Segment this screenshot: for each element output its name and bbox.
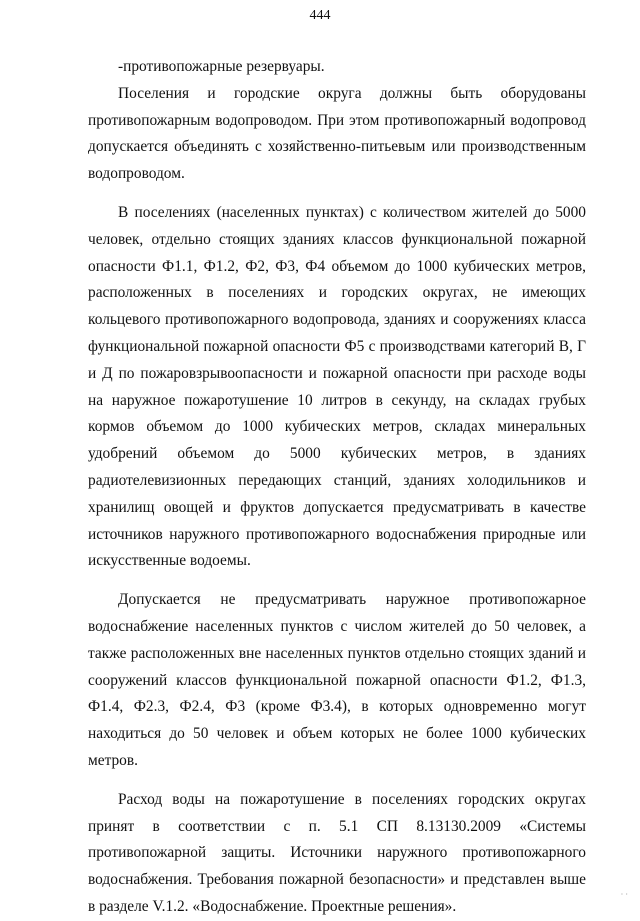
paragraph-water-consumption: Расход воды на пожаротушение в поселениях городских округах принят в соответствии с п. 5.1 СП 8.13130.2009 «Системы противопожарной защиты. Источники наружного противопожарного водоснабжения. Требования пожарной безопасности» и представлен выше в разделе V.1.2. «Водоснабжение. Проектные решения». [88,790,586,915]
paragraph-gap [88,575,586,587]
page-number: 444 [309,8,331,23]
paragraph-gap [88,188,586,200]
paragraph-reservoirs: -противопожарные резервуары. [118,58,325,75]
document-body [88,54,586,921]
scan-artifact: · · [620,890,628,899]
paragraph-gap [88,775,586,787]
paragraph-small-settlements: В поселениях (населенных пунктах) с количеством жителей до 5000 человек, отдельно стоящих зданиях классов функциональной пожарной опасности Ф1.1, Ф1.2, Ф2, Ф3, Ф4 объемом до 1000 кубических метров, расположенных в поселениях и городских округах, не имеющих кольцевого противопожарного водопровода, зданиях и сооружениях класса функциональной пожарной опасности Ф5 с производствами категорий В, Г и Д по пожаровзрывоопасности и пожарной опасности при расходе воды на наружное пожаротушение 10 литров в секунду, на складах грубых кормов объемом до 1000 кубических метров, складах минеральных удобрений объемом до 5000 кубических метров, в зданиях радиотелевизионных передающих станций, зданиях холодильников и хранилищ овощей и фруктов допускается предусматривать в качестве источников наружного противопожарного водоснабжения природные или искусственные водоемы. [88,203,586,570]
paragraph-water-supply-requirement: Поселения и городские округа должны быть оборудованы противопожарным водопроводом. При этом противопожарный водопровод допускается объединять с хозяйственно-питьевым или производственным водопроводом. [88,84,586,183]
paragraph-exemptions: Допускается не предусматривать наружное противопожарное водоснабжение населенных пунктов с числом жителей до 50 человек, а также расположенных вне населенных пунктов отдельно стоящих зданий и сооружений классов функциональной пожарной опасности Ф1.2, Ф1.3, Ф1.4, Ф2.3, Ф2.4, Ф3 (кроме Ф3.4), в которых одновременно могут находиться до 50 человек и объем которых не более 1000 кубических метров. [88,591,586,769]
